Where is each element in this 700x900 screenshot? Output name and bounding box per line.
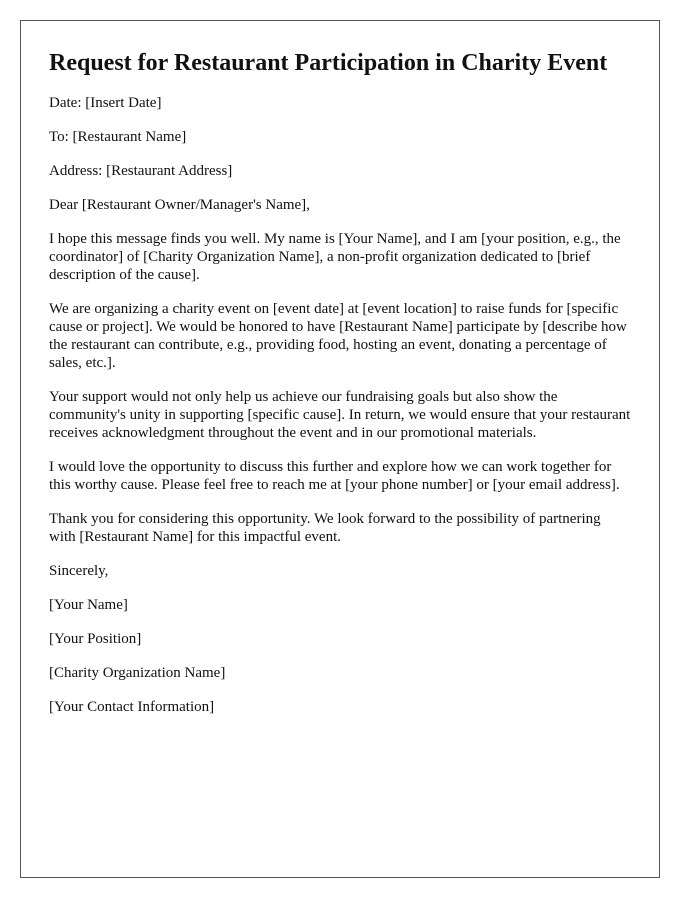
signature-organization: [Charity Organization Name]	[49, 665, 226, 681]
signature-name: [Your Name]	[49, 597, 128, 613]
letter-title: Request for Restaurant Participation in Charity Event	[49, 50, 608, 76]
signature-position: [Your Position]	[49, 631, 142, 647]
letter-paragraph-intro: I hope this message finds you well. My name is [Your Name], and I am [your position, e.g., the coordinator] of [Charity Organization Name], a non-profit organization dedicated to [brief description of the cause].	[49, 231, 621, 283]
letter-recipient: To: [Restaurant Name]	[49, 129, 187, 145]
letter-paragraph-support: Your support would not only help us achieve our fundraising goals but also show the community's unity in supporting [specific cause]. In return, we would ensure that your restaurant receives acknowledgment throughout the event and in our promotional materials.	[49, 389, 631, 441]
letter-paragraph-thanks: Thank you for considering this opportunity. We look forward to the possibility of partnering with [Restaurant Name] for this impactful event.	[49, 511, 601, 545]
letter-salutation: Dear [Restaurant Owner/Manager's Name],	[49, 197, 310, 213]
letter-page	[20, 20, 660, 878]
letter-paragraph-event: We are organizing a charity event on [event date] at [event location] to raise funds for [specific cause or project]. We would be honored to have [Restaurant Name] participate by [describe how the restaurant can contribute, e.g., providing food, hosting an event, donating a percentage of sales, etc.].	[49, 301, 627, 371]
letter-closing: Sincerely,	[49, 563, 109, 579]
letter-address: Address: [Restaurant Address]	[49, 163, 233, 179]
signature-contact: [Your Contact Information]	[49, 699, 215, 715]
letter-date: Date: [Insert Date]	[49, 95, 162, 111]
letter-paragraph-contact: I would love the opportunity to discuss this further and explore how we can work together for this worthy cause. Please feel free to reach me at [your phone number] or [your email address].	[49, 459, 620, 493]
